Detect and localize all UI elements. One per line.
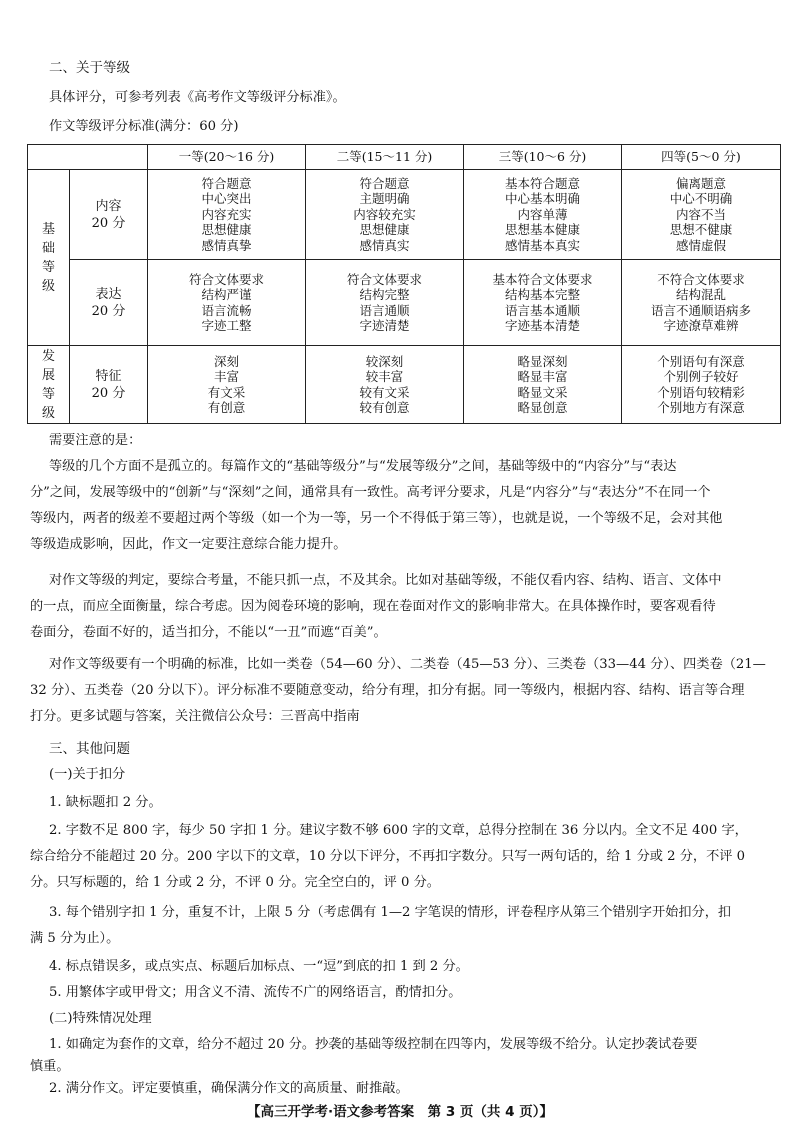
cell-content-g4: 偏离题意 中心不明确 内容不当 思想不健康 感情虚假 (622, 170, 781, 260)
header-grade-1: 一等(20～16 分) (148, 145, 306, 170)
group-basic-label: 基 础 等 级 (28, 170, 70, 346)
deduction-item-2-line1: 2. 字数不足 800 字，每少 50 字扣 1 分。建议字数不够 600 字的文章，总得分控制在 36 分以内。全文不足 400 字， (49, 823, 748, 838)
deduction-item-3-line2: 满 5 分为止）。 (30, 931, 120, 946)
cell-expression-g3: 基本符合文体要求 结构基本完整 语言基本通顺 字迹基本清楚 (464, 260, 622, 346)
special-item-1-line1: 1. 如确定为套作的文章，给分不超过 20 分。抄袭的基础等级控制在四等内，发展等级不给分。认定抄袭试卷要 (49, 1037, 698, 1052)
special-item-2: 2. 满分作文。评定要慎重，确保满分作文的高质量、耐推敲。 (49, 1081, 409, 1096)
special-item-1-line2: 慎重。 (30, 1059, 70, 1074)
cell-feature-g1: 深刻 丰富 有文采 有创意 (148, 346, 306, 424)
notes-p2-line3: 卷面分，卷面不好的，适当扣分，不能以“一丑”而遮“百美”。 (30, 625, 387, 640)
sub-label-expression: 表达 20 分 (70, 260, 148, 346)
notes-p2-line1: 对作文等级的判定，要综合考量，不能只抓一点，不及其余。比如对基础等级，不能仅看内容、结构、语言、文体中 (49, 573, 722, 588)
sub-label-content: 内容 20 分 (70, 170, 148, 260)
table-caption: 作文等级评分标准(满分：60 分) (49, 119, 239, 134)
deduction-item-4: 4. 标点错误多，或点实点、标题后加标点、一“逗”到底的扣 1 到 2 分。 (49, 959, 469, 974)
deduction-item-2-line3: 分。只写标题的，给 1 分或 2 分，不评 0 分。完全空白的，评 0 分。 (30, 875, 440, 890)
intro-text: 具体评分，可参考列表《高考作文等级评分标准》。 (49, 90, 346, 105)
notes-p1-line2: 分”之间，发展等级中的“创新”与“深刻”之间，通常具有一致性。高考评分要求，凡是“内容分”与“表达分”不在同一个 (30, 485, 711, 500)
grading-table (27, 144, 781, 424)
subheading-special: (二)特殊情况处理 (49, 1011, 152, 1026)
cell-expression-g4: 不符合文体要求 结构混乱 语言不通顺语病多 字迹潦草难辨 (622, 260, 781, 346)
notes-p1-line3: 等级内，两者的级差不要超过两个等级（如一个为一等，另一个不得低于第三等），也就是说，一个等级不足，会对其他 (30, 511, 723, 526)
subheading-deductions: (一)关于扣分 (49, 767, 126, 782)
row-feature (28, 346, 781, 424)
header-grade-4: 四等(5～0 分) (622, 145, 781, 170)
header-grade-2: 二等(15～11 分) (306, 145, 464, 170)
cell-feature-g4: 个别语句有深意 个别例子较好 个别语句较精彩 个别地方有深意 (622, 346, 781, 424)
notes-title: 需要注意的是： (49, 433, 142, 448)
section-heading-grades: 二、关于等级 (49, 60, 130, 76)
notes-p1-line1: 等级的几个方面不是孤立的。每篇作文的“基础等级分”与“发展等级分”之间，基础等级中的“内容分”与“表达 (49, 459, 677, 474)
deduction-item-5: 5. 用繁体字或甲骨文；用含义不清、流传不广的网络语言，酌情扣分。 (49, 985, 462, 1000)
deduction-item-1: 1. 缺标题扣 2 分。 (49, 795, 162, 810)
cell-feature-g2: 较深刻 较丰富 较有文采 较有创意 (306, 346, 464, 424)
notes-p1-line4: 等级造成影响，因此，作文一定要注意综合能力提升。 (30, 537, 347, 552)
section-heading-other: 三、其他问题 (49, 741, 130, 757)
table-header-row (28, 145, 781, 170)
notes-p3-line1: 对作文等级要有一个明确的标准，比如一类卷（54—60 分）、二类卷（45—53 分）、三类卷（33—44 分）、四类卷（21— (49, 657, 766, 672)
sub-label-feature: 特征 20 分 (70, 346, 148, 424)
header-grade-3: 三等(10～6 分) (464, 145, 622, 170)
table-corner (28, 145, 148, 170)
cell-content-g1: 符合题意 中心突出 内容充实 思想健康 感情真挚 (148, 170, 306, 260)
row-content (28, 170, 781, 260)
cell-expression-g2: 符合文体要求 结构完整 语言通顺 字迹清楚 (306, 260, 464, 346)
notes-p2-line2: 的一点，而应全面衡量，综合考虑。因为阅卷环境的影响，现在卷面对作文的影响非常大。在具体操作时，要客观看待 (30, 599, 716, 614)
page-footer: 【高三开学考·语文参考答案 第 3 页（共 4 页）】 (247, 1104, 553, 1120)
group-dev-label: 发 展 等 级 (28, 346, 70, 424)
row-expression (28, 260, 781, 346)
cell-content-g2: 符合题意 主题明确 内容较充实 思想健康 感情真实 (306, 170, 464, 260)
deduction-item-3-line1: 3. 每个错别字扣 1 分，重复不计，上限 5 分（考虑偶有 1—2 字笔误的情形，评卷程序从第三个错别字开始扣分，扣 (49, 905, 732, 920)
cell-expression-g1: 符合文体要求 结构严谨 语言流畅 字迹工整 (148, 260, 306, 346)
notes-p3-line2: 32 分）、五类卷（20 分以下）。评分标准不要随意变动，给分有理，扣分有据。同一等级内，根据内容、结构、语言等合理 (30, 683, 745, 698)
notes-p3-line3: 打分。更多试题与答案，关注微信公众号：三晋高中指南 (30, 709, 360, 724)
deduction-item-2-line2: 综合给分不能超过 20 分。200 字以下的文章，10 分以下评分，不再扣字数分。只写一两句话的，给 1 分或 2 分，不评 0 (30, 849, 746, 864)
cell-feature-g3: 略显深刻 略显丰富 略显文采 略显创意 (464, 346, 622, 424)
cell-content-g3: 基本符合题意 中心基本明确 内容单薄 思想基本健康 感情基本真实 (464, 170, 622, 260)
